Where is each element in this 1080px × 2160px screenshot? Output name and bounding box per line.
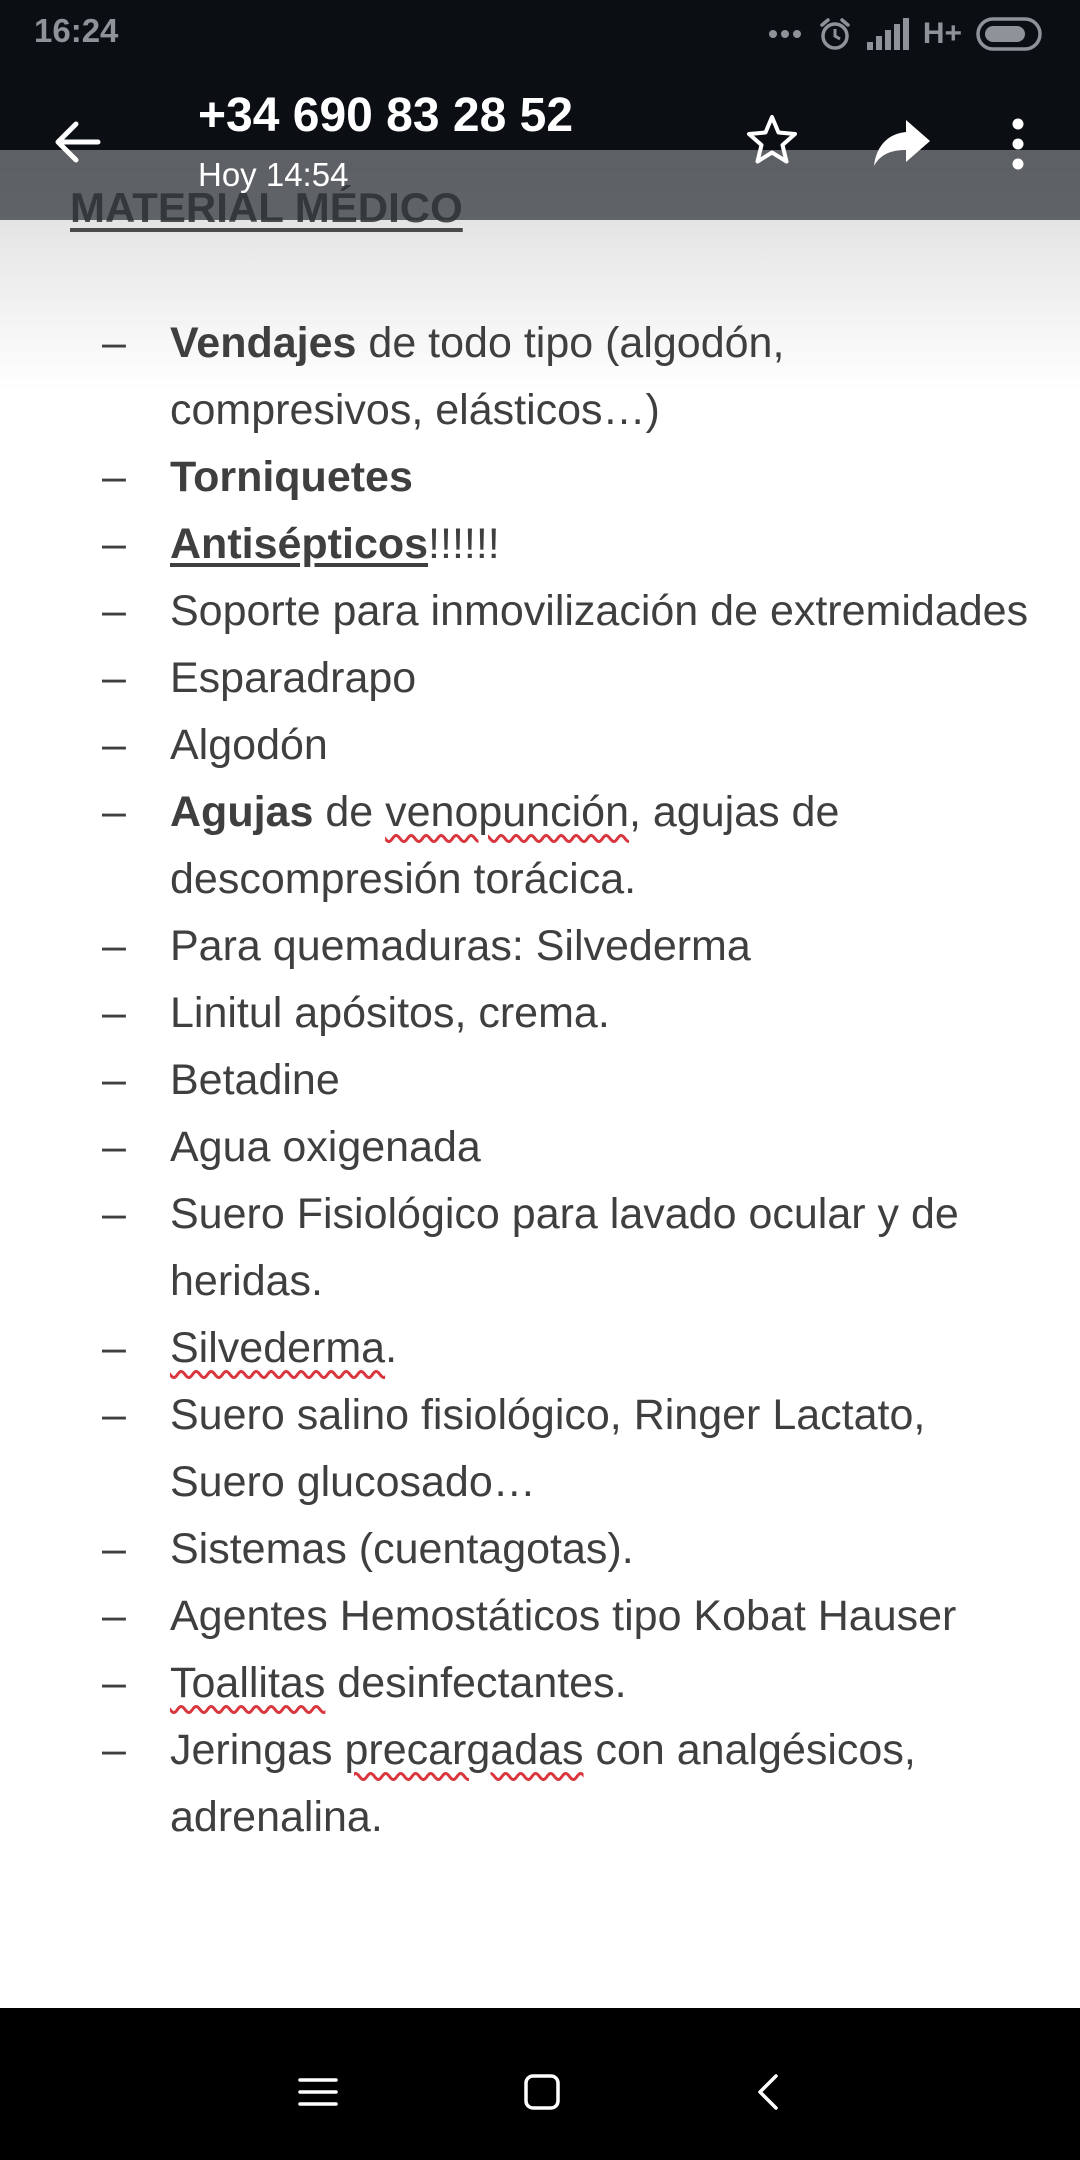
- list-item-text: de todo tipo (algodón, compresivos, elásticos…): [170, 319, 785, 434]
- signal-icon: [867, 18, 909, 50]
- list-item: [0, 1516, 1080, 1583]
- network-type: H+: [922, 17, 962, 50]
- status-icons: [767, 12, 1044, 56]
- list-bullet-dash: –: [102, 1592, 126, 1640]
- list-item-text: Agentes Hemostáticos tipo Kobat Hauser: [170, 1592, 957, 1640]
- status-bar: [0, 0, 1080, 66]
- list-item-text: desinfectantes.: [325, 1659, 627, 1707]
- list-item-text: .: [385, 1324, 398, 1372]
- list-bullet-dash: –: [102, 788, 126, 836]
- list-item-text: Soporte para inmovilización de extremidades: [170, 587, 1029, 635]
- list-item: [0, 511, 1080, 578]
- list-item-text: Vendajes: [170, 319, 357, 367]
- menu-icon[interactable]: [296, 2074, 340, 2110]
- list-item-text: Antisépticos: [170, 520, 429, 568]
- list-item: [0, 1650, 1080, 1717]
- list-bullet-dash: –: [102, 654, 126, 702]
- list-item-text: Toallitas: [170, 1659, 326, 1707]
- list-item: [0, 1114, 1080, 1181]
- more-dots-icon: [767, 28, 803, 40]
- more-vert-icon[interactable]: [1000, 116, 1036, 172]
- status-time: 16:24: [34, 12, 119, 49]
- list-item-text: Betadine: [170, 1056, 340, 1104]
- home-square-icon[interactable]: [522, 2072, 562, 2112]
- list-item: [0, 980, 1080, 1047]
- list-bullet-dash: –: [102, 1123, 126, 1171]
- share-icon[interactable]: [872, 114, 932, 170]
- back-arrow-icon[interactable]: [48, 112, 108, 172]
- list-item-text: precargadas: [344, 1726, 584, 1774]
- list-bullet-dash: –: [102, 1525, 126, 1573]
- list-item-text: Para quemaduras: Silvederma: [170, 922, 751, 970]
- list-item: [0, 578, 1080, 645]
- list-item-text: Algodón: [170, 721, 328, 769]
- list-bullet-dash: –: [102, 1190, 126, 1238]
- list-item: [0, 310, 1080, 444]
- list-item-text: Sistemas (cuentagotas).: [170, 1525, 634, 1573]
- list-item-text: Agujas: [170, 788, 314, 836]
- list-item: [0, 1047, 1080, 1114]
- list-bullet-dash: –: [102, 989, 126, 1037]
- contact-phone-number: +34 690 83 28 52: [198, 89, 574, 142]
- list-item-text: Jeringas: [170, 1726, 345, 1774]
- list-item-text: con analgésicos, adrenalina.: [170, 1726, 916, 1841]
- list-item: [0, 444, 1080, 511]
- list-bullet-dash: –: [102, 520, 126, 568]
- list-item: [0, 1315, 1080, 1382]
- list-bullet-dash: –: [102, 721, 126, 769]
- list-item: [0, 779, 1080, 913]
- list-bullet-dash: –: [102, 1056, 126, 1104]
- list-item-text: !!!!!!: [428, 520, 500, 568]
- list-item: [0, 712, 1080, 779]
- list-item: [0, 1382, 1080, 1516]
- list-bullet-dash: –: [102, 1726, 126, 1774]
- list-bullet-dash: –: [102, 319, 126, 367]
- list-item-text: Torniquetes: [170, 453, 413, 501]
- star-icon[interactable]: [744, 112, 800, 168]
- material-list: [0, 310, 1080, 1851]
- list-item: [0, 1181, 1080, 1315]
- list-item: [0, 913, 1080, 980]
- list-bullet-dash: –: [102, 453, 126, 501]
- list-item: [0, 645, 1080, 712]
- list-bullet-dash: –: [102, 1659, 126, 1707]
- list-item-text: Suero salino fisiológico, Ringer Lactato, Suero glucosado…: [170, 1391, 926, 1506]
- list-bullet-dash: –: [102, 1324, 126, 1372]
- list-item-text: , agujas de descompresión torácica.: [170, 788, 840, 903]
- list-item-text: Suero Fisiológico para lavado ocular y de heridas.: [170, 1190, 959, 1305]
- list-bullet-dash: –: [102, 587, 126, 635]
- list-item-text: Silvederma: [170, 1324, 386, 1372]
- message-time: Hoy 14:54: [198, 156, 349, 193]
- list-item-text: de: [313, 788, 386, 836]
- alarm-icon: [817, 16, 853, 52]
- back-chevron-icon[interactable]: [752, 2072, 784, 2112]
- list-bullet-dash: –: [102, 922, 126, 970]
- list-item: [0, 1717, 1080, 1851]
- list-item-text: venopunción: [385, 788, 629, 836]
- list-item-text: Linitul apósitos, crema.: [170, 989, 610, 1037]
- list-item-text: Agua oxigenada: [170, 1123, 481, 1171]
- list-bullet-dash: –: [102, 1391, 126, 1439]
- list-item-text: Esparadrapo: [170, 654, 417, 702]
- list-item: [0, 1583, 1080, 1650]
- battery-icon: [976, 17, 1044, 51]
